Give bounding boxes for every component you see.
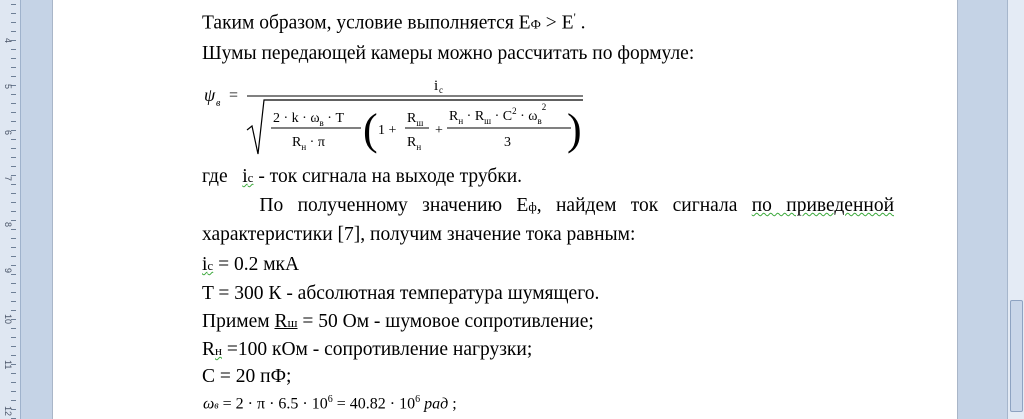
ruler-number: 9 [3, 268, 13, 274]
r1-rest: = 50 Ом - шумовое сопротивление; [297, 311, 594, 332]
ruler-tick [11, 391, 16, 392]
ruler-tick [11, 58, 16, 59]
text-line-capacitance: C = 20 пФ; [202, 366, 292, 387]
ruler-number: 11 [3, 360, 13, 370]
term1-num: $2 \cdot k \cdot \omega_в \cdot T$ [273, 111, 345, 128]
ruler-tick [11, 346, 16, 347]
where-label: где [202, 166, 228, 187]
ruler-tick [11, 22, 16, 23]
where-desc: - ток сигнала на выходе трубки. [253, 166, 523, 187]
ruler-number: 10 [3, 314, 13, 325]
r1-symbol: Rш [274, 311, 298, 332]
plus-sign: + [435, 123, 443, 138]
text-line-paragraph-2: характеристики [7], получим значение тока равным: [202, 224, 636, 245]
noise-formula [201, 76, 582, 158]
ruler-tick [11, 274, 16, 275]
ruler-number: 6 [3, 130, 13, 136]
text-line-omega [203, 394, 457, 413]
ruler-tick [11, 382, 16, 383]
ruler-tick [11, 4, 16, 5]
omega-rhs2: = 40.82 · 10 [332, 395, 416, 413]
text-line-load-resistance [202, 339, 532, 361]
paren-left: ( [363, 105, 378, 154]
psi-symbol: ψ [204, 85, 216, 105]
ruler-tick [11, 310, 16, 311]
ruler-tick [11, 13, 16, 14]
ruler-tick [11, 148, 16, 149]
r2-rest: =100 кОм - сопротивление нагрузки; [221, 339, 533, 360]
ruler-number: 7 [3, 176, 13, 182]
ruler-tick [11, 400, 16, 401]
text-line-current [202, 254, 299, 276]
numerator-i: i [434, 78, 439, 94]
omega-rhs: = 2 · π · 6.5 · 10 [218, 395, 328, 413]
ruler-tick [11, 166, 16, 167]
ruler-tick [11, 49, 16, 50]
ruler-tick [11, 229, 16, 230]
vertical-ruler[interactable] [0, 0, 21, 419]
ruler-tick [11, 220, 16, 221]
ruler-tick [11, 31, 16, 32]
ruler-tick [11, 373, 16, 374]
condition-sub: Ф [530, 16, 541, 32]
term1-den: $R_н \cdot \pi$ [292, 135, 325, 152]
r1-prefix: Примем [202, 311, 275, 332]
term3-den: 3 [504, 135, 511, 150]
p1-text: По полученному значению E [259, 195, 529, 216]
scroll-thumb[interactable] [1010, 300, 1023, 412]
ruler-number: 8 [3, 222, 13, 228]
ruler-tick [11, 238, 16, 239]
text-line-condition [202, 10, 585, 35]
omega-end: ; [448, 395, 457, 413]
document-page[interactable] [52, 0, 958, 419]
ruler-tick [11, 292, 16, 293]
text-line-where [202, 166, 522, 188]
ruler-tick [11, 247, 16, 248]
ruler-tick [11, 76, 16, 77]
numerator-sub: c [439, 85, 443, 95]
term2-den: $R_н$ [407, 135, 422, 152]
term3-num: $R_н \cdot R_ш \cdot C^2 \cdot \omega_в^2$ [449, 102, 547, 126]
condition-sup: ' [573, 10, 576, 24]
psi-sub: в [216, 98, 221, 109]
ruler-tick [11, 112, 16, 113]
ruler-tick [11, 103, 16, 104]
ruler-tick [11, 193, 16, 194]
ruler-tick [11, 94, 16, 95]
ruler-number: 4 [3, 38, 13, 44]
condition-end: . [575, 12, 586, 34]
where-symbol: ic [242, 166, 254, 187]
ruler-tick [11, 337, 16, 338]
ruler-tick [11, 184, 16, 185]
ruler-tick [11, 301, 16, 302]
ruler-tick [11, 67, 16, 68]
omega-symbol: ω [203, 395, 215, 413]
ic-value: = 0.2 мкА [213, 254, 300, 275]
ruler-number: 5 [3, 84, 13, 90]
ruler-tick [11, 265, 16, 266]
text-line-paragraph-1 [202, 195, 894, 217]
omega-exp: 6 [327, 394, 333, 405]
paren-right: ) [567, 105, 582, 154]
text-line-noise-resistance [202, 311, 594, 333]
eq-sign: = [229, 87, 239, 104]
ruler-tick [11, 202, 16, 203]
ruler-tick [11, 355, 16, 356]
r2-symbol: Rн [202, 339, 222, 360]
ruler-tick [11, 157, 16, 158]
condition-text: Таким образом, условие выполняется E [202, 12, 531, 34]
text-line-temperature: T = 300 К - абсолютная температура шумящего. [202, 283, 600, 304]
omega-sub: в [214, 400, 219, 412]
vertical-scrollbar[interactable] [1007, 0, 1024, 419]
text-line-noise-intro: Шумы передающей камеры можно рассчитать по формуле: [202, 43, 695, 64]
ruler-tick [11, 328, 16, 329]
ruler-tick [11, 283, 16, 284]
ruler-tick [11, 121, 16, 122]
p1-text-c: по приведенной [751, 195, 894, 216]
omega-unit: рад [420, 395, 449, 413]
noise-formula-svg [201, 76, 581, 158]
omega-exp2: 6 [415, 394, 421, 405]
term2-num: $R_ш$ [407, 111, 424, 128]
ruler-tick [11, 211, 16, 212]
p1-sub: ф [528, 199, 537, 214]
ruler-tick [11, 256, 16, 257]
ic-symbol: ic [202, 254, 214, 275]
one-plus: 1 + [378, 123, 397, 138]
ruler-tick [11, 139, 16, 140]
ruler-number: 12 [3, 406, 13, 417]
condition-mid: > E [540, 12, 574, 34]
p1-text-b: , найдем ток сигнала [536, 195, 752, 216]
